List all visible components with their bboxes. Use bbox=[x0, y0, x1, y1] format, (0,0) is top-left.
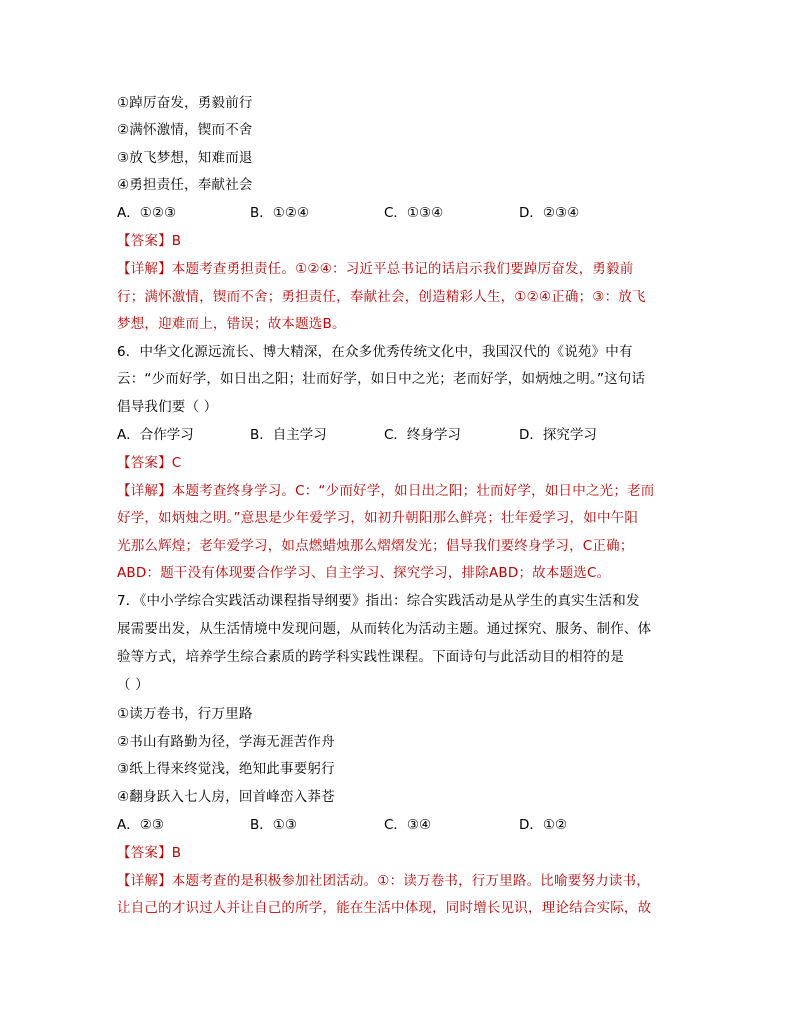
q7-item-4: ④翻身跃入七人房，回首峰峦入莽苍 bbox=[117, 789, 335, 805]
q6-option-a: A．合作学习 bbox=[117, 427, 194, 443]
q7-answer: 【答案】B bbox=[117, 845, 182, 861]
q5-option-b: B．①②④ bbox=[250, 205, 310, 221]
q5-analysis-line-3: 梦想，迎难而上，错误；故本题选B。 bbox=[117, 316, 346, 332]
q5-item-4: ④勇担责任，奉献社会 bbox=[117, 177, 253, 193]
q5-item-2: ②满怀激情，锲而不舍 bbox=[117, 122, 253, 138]
q6-option-b: B．自主学习 bbox=[250, 427, 327, 443]
q7-option-d: D．①② bbox=[519, 817, 568, 833]
q7-option-a: A．②③ bbox=[117, 817, 164, 833]
q7-item-2: ②书山有路勤为径，学海无涯苦作舟 bbox=[117, 734, 335, 750]
q6-analysis-line-4: ABD：题干没有体现要合作学习、自主学习、探究学习，排除ABD；故本题选C。 bbox=[117, 565, 611, 581]
q6-answer: 【答案】C bbox=[117, 455, 182, 471]
q7-analysis-line-2: 让自己的才识过人并让自己的所学，能在生活中体现，同时增长见识，理论结合实际，故 bbox=[117, 900, 652, 916]
q7-stem-line-2: 展需要出发，从生活情境中发现问题，从而转化为活动主题。通过探究、服务、制作、体 bbox=[117, 621, 652, 637]
q7-option-c: C．③④ bbox=[384, 817, 432, 833]
q5-item-3: ③放飞梦想，知难而退 bbox=[117, 150, 253, 166]
q6-option-d: D．探究学习 bbox=[519, 427, 597, 443]
q7-stem-line-3: 验等方式，培养学生综合素质的跨学科实践性课程。下面诗句与此活动目的相符的是 bbox=[117, 649, 624, 665]
q6-analysis-line-1: 【详解】本题考查终身学习。C：“少而好学，如日出之阳；壮而好学，如日中之光；老而 bbox=[117, 483, 655, 499]
q5-option-c: C．①③④ bbox=[384, 205, 444, 221]
q6-stem-line-2: 云：“少而好学，如日出之阳；壮而好学，如日中之光；老而好学，如炳烛之明。”这句话 bbox=[117, 371, 646, 387]
q6-stem-line-3: 倡导我们要（ ） bbox=[117, 399, 218, 415]
q7-option-b: B．①③ bbox=[250, 817, 297, 833]
q7-stem-line-4: （ ） bbox=[117, 677, 149, 693]
q6-analysis-line-2: 好学，如炳烛之明。”意思是少年爱学习，如初升朝阳那么鲜亮；壮年爱学习，如中午阳 bbox=[117, 510, 639, 526]
q7-analysis-line-1: 【详解】本题考查的是积极参加社团活动。①：读万卷书，行万里路。比喻要努力读书， bbox=[117, 873, 650, 889]
q5-option-a: A．①②③ bbox=[117, 205, 177, 221]
q5-analysis-line-1: 【详解】本题考查勇担责任。①②④：习近平总书记的话启示我们要踔厉奋发，勇毅前 bbox=[117, 261, 634, 277]
q7-item-3: ③纸上得来终觉浅，绝知此事要躬行 bbox=[117, 761, 335, 777]
q5-analysis-line-2: 行；满怀激情，锲而不舍；勇担责任，奉献社会，创造精彩人生，①②④正确；③：放飞 bbox=[117, 289, 646, 305]
q6-analysis-line-3: 光那么辉煌；老年爱学习，如点燃蜡烛那么熠熠发光；倡导我们要终身学习，C正确； bbox=[117, 538, 634, 554]
q5-item-1: ①踔厉奋发，勇毅前行 bbox=[117, 95, 253, 111]
q6-option-c: C．终身学习 bbox=[384, 427, 461, 443]
q5-answer: 【答案】B bbox=[117, 233, 182, 249]
q7-stem-line-1: 7．《中小学综合实践活动课程指导纲要》指出：综合实践活动是从学生的真实生活和发 bbox=[117, 593, 640, 609]
q6-stem-line-1: 6．中华文化源远流长、博大精深，在众多优秀传统文化中，我国汉代的《说苑》中有 bbox=[117, 344, 633, 360]
q5-option-d: D．②③④ bbox=[519, 205, 580, 221]
q7-item-1: ①读万卷书，行万里路 bbox=[117, 706, 253, 722]
